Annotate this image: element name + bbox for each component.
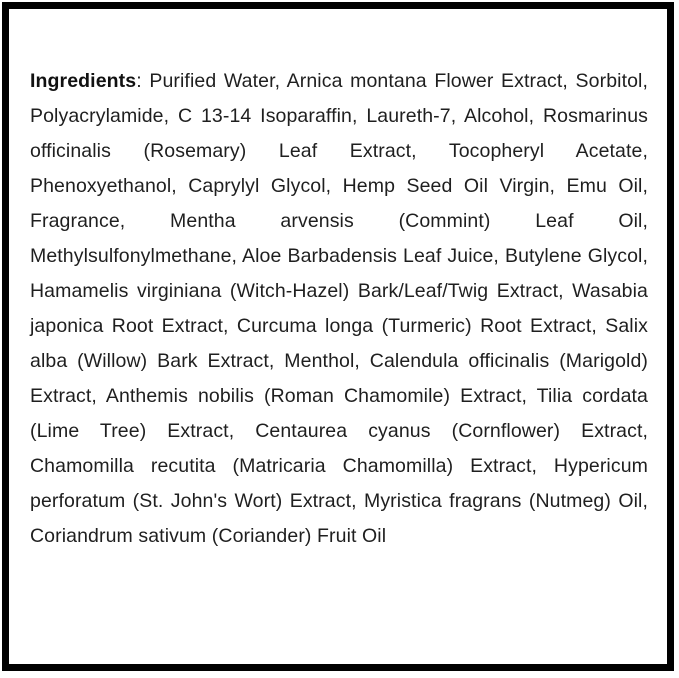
ingredients-content bbox=[9, 9, 667, 554]
ingredients-paragraph bbox=[30, 64, 648, 554]
ingredients-heading: Ingredients bbox=[30, 70, 137, 92]
ingredients-separator: : bbox=[136, 70, 150, 92]
ingredients-label-frame bbox=[2, 2, 674, 671]
ingredients-list-text: Purified Water, Arnica montana Flower Extract, Sorbitol, Polyacrylamide, C 13-14 Isoparaffin, Laureth-7, Alcohol, Rosmarinus officinalis (Rosemary) Leaf Extract, Tocopheryl Acetate, Phenoxyethanol, Caprylyl Glycol, Hemp Seed Oil Virgin, Emu Oil, Fragrance, Mentha arvensis (Commint) Leaf Oil, Methylsulfonylmethane, Aloe Barbadensis Leaf Juice, Butylene Glycol, Hamamelis virginiana (Witch-Hazel) Bark/Leaf/Twig Extract, Wasabia japonica Root Extract, Curcuma longa (Turmeric) Root Extract, Salix alba (Willow) Bark Extract, Menthol, Calendula officinalis (Marigold) Extract, Anthemis nobilis (Roman Chamomile) Extract, Tilia cordata (Lime Tree) Extract, Centaurea cyanus (Cornflower) Extract, Chamomilla recutita (Matricaria Chamomilla) Extract, Hypericum perforatum (St. John's Wort) Extract, Myristica fragrans (Nutmeg) Oil, Coriandrum sativum (Coriander) Fruit Oil bbox=[30, 70, 648, 547]
